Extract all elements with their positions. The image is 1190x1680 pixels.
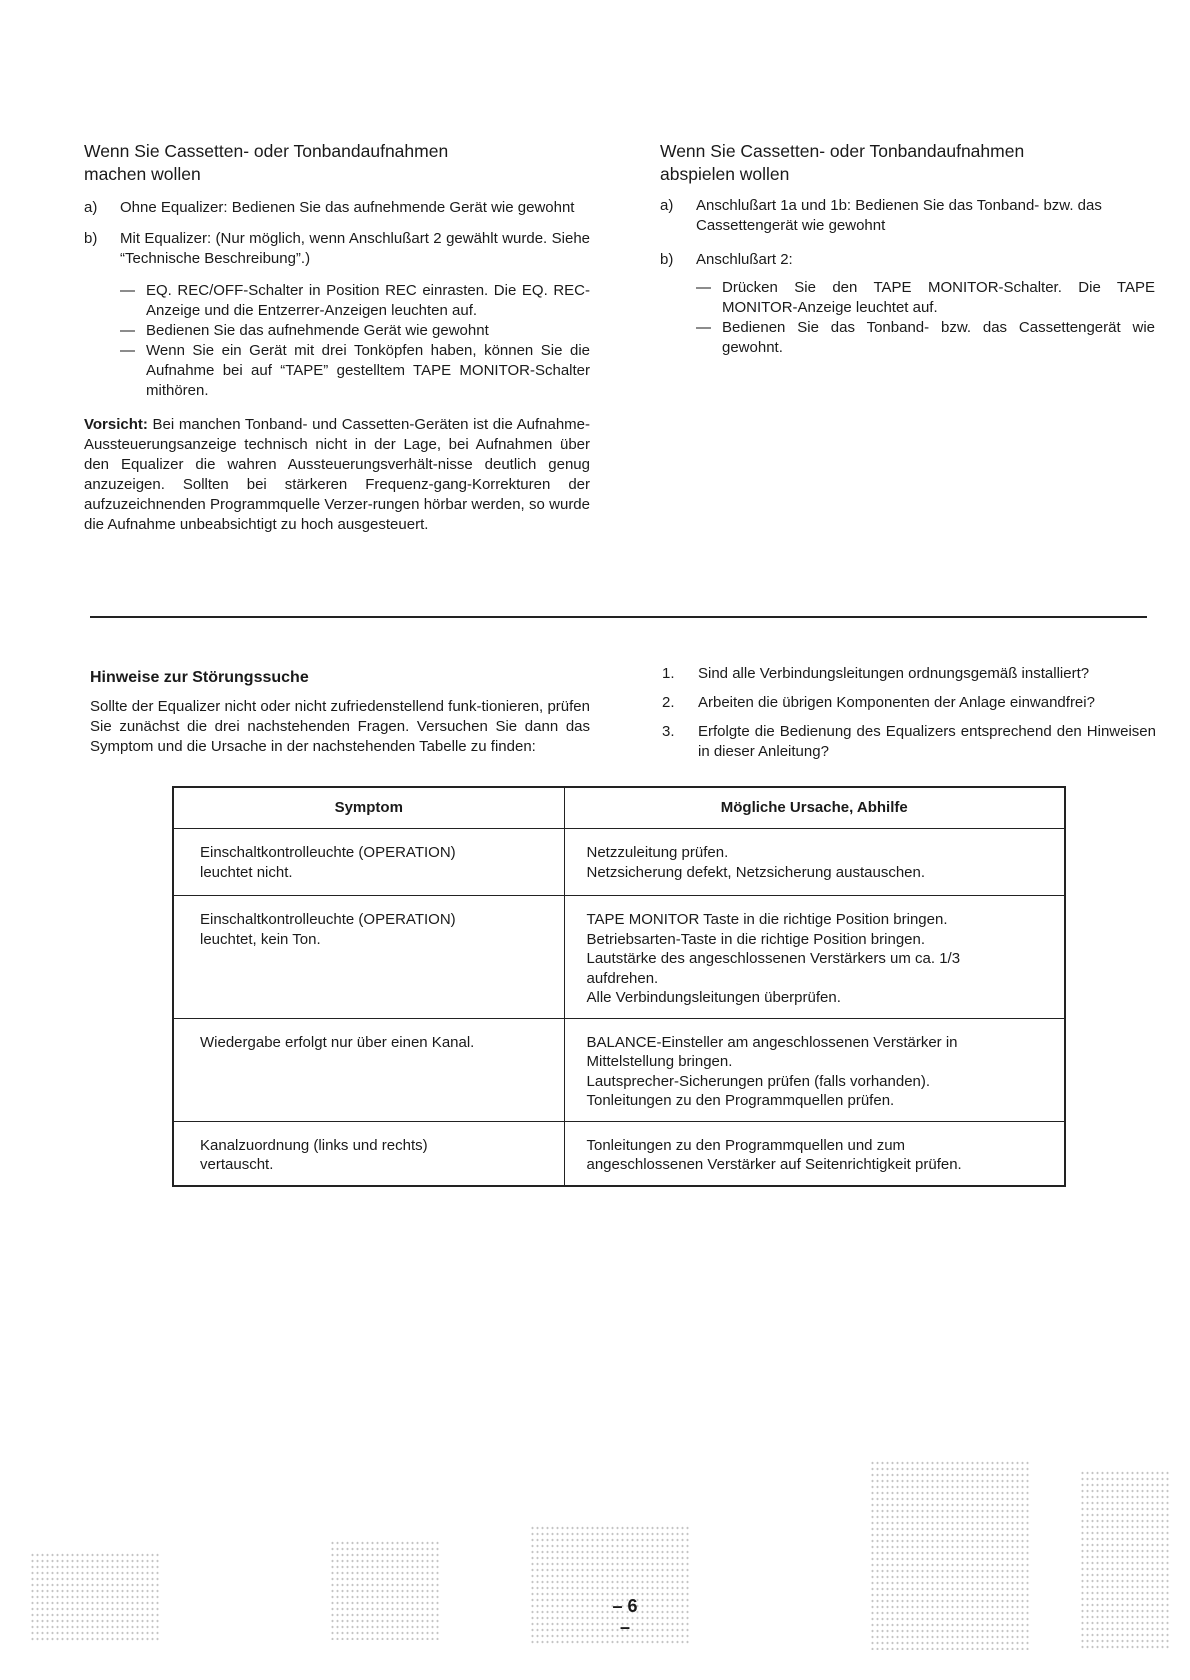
playback-item-b bbox=[660, 250, 1155, 270]
question-text: Arbeiten die übrigen Komponenten der Anlage einwandfrei? bbox=[698, 694, 1095, 711]
table-row bbox=[173, 896, 1065, 1019]
table-row bbox=[173, 1018, 1065, 1121]
remedy-line: Lautstärke des angeschlossenen Verstärkers um ca. 1/3 bbox=[586, 950, 961, 967]
remedy-line: Alle Verbindungsleitungen überprüfen. bbox=[586, 989, 841, 1006]
remedy-line: angeschlossenen Verstärker auf Seitenrichtigkeit prüfen. bbox=[586, 1156, 962, 1173]
symptom-line: leuchtet nicht. bbox=[200, 863, 293, 881]
item-label: b) bbox=[84, 230, 98, 247]
item-text: Mit Equalizer: (Nur möglich, wenn Anschlußart 2 gewählt wurde. Siehe “Technische Beschreibung”.) bbox=[120, 230, 590, 267]
recording-steps bbox=[120, 281, 590, 401]
symptom-cell bbox=[173, 896, 564, 1019]
symptom-line: vertauscht. bbox=[200, 1156, 274, 1173]
item-label: a) bbox=[84, 199, 98, 216]
symptom-line: Einschaltkontrolleuchte (OPERATION) bbox=[200, 844, 456, 861]
remedy-cell bbox=[564, 1121, 1065, 1186]
recording-section bbox=[84, 140, 590, 535]
page-number: – 6 – bbox=[612, 1596, 638, 1637]
playback-item-a bbox=[660, 196, 1155, 236]
scan-noise bbox=[1080, 1470, 1170, 1650]
troubleshooting-questions bbox=[662, 664, 1156, 762]
caution-label: Vorsicht: bbox=[84, 416, 148, 433]
remedy-line: BALANCE-Einsteller am angeschlossenen Verstärker in bbox=[586, 1033, 958, 1051]
table-row bbox=[173, 829, 1065, 896]
table-header-row bbox=[173, 787, 1065, 829]
symptom-header: Symptom bbox=[173, 787, 564, 829]
caution-note bbox=[84, 415, 590, 535]
remedy-header: Mögliche Ursache, Abhilfe bbox=[564, 787, 1065, 829]
step-text: Bedienen Sie das Tonband- bzw. das Cassettengerät wie gewohnt. bbox=[722, 319, 1155, 356]
recording-step: — Bedienen Sie das aufnehmende Gerät wie gewohnt bbox=[120, 322, 489, 339]
playback-heading bbox=[660, 140, 1155, 186]
question-text: Sind alle Verbindungsleitungen ordnungsgemäß installiert? bbox=[698, 665, 1090, 682]
symptom-line: Kanalzuordnung (links und rechts) bbox=[200, 1136, 428, 1154]
step-text: Wenn Sie ein Gerät mit drei Tonköpfen haben, können Sie die Aufnahme bei auf “TAPE” gestelltem TAPE MONITOR-Schalter mithören. bbox=[146, 342, 590, 399]
remedy-line: Tonleitungen zu den Programmquellen prüfen. bbox=[586, 1092, 895, 1109]
remedy-cell bbox=[564, 829, 1065, 896]
symptom-line: Einschaltkontrolleuchte (OPERATION) bbox=[200, 911, 456, 928]
playback-step: — Drücken Sie den TAPE MONITOR-Schalter. Die TAPE MONITOR-Anzeige leuchtet auf. bbox=[696, 279, 1155, 316]
caution-text: Bei manchen Tonband- und Cassetten-Geräten ist die Aufnahme-Aussteuerungsanzeige technisch nicht in der Lage, bei Aufnahmen über den Equalizer die wahren Aussteuerungsverhält-nisse deutlich genug anzuzeigen. Sollten bei stärkeren Frequenz-gang-Korrekturen der aufzuzeichnenden Programmquelle Verzer-rungen hörbar werden, so wurde die Aufnahme unbeabsichtigt zu hoch ausgesteuert. bbox=[84, 416, 590, 533]
troubleshooting-heading: Hinweise zur Störungssuche bbox=[90, 669, 309, 686]
remedy-line: TAPE MONITOR Taste in die richtige Position bringen. bbox=[586, 911, 948, 928]
section-divider bbox=[90, 616, 1147, 618]
item-text: Anschlußart 1a und 1b: Bedienen Sie das Tonband- bzw. das Cassettengerät wie gewohnt bbox=[696, 197, 1102, 234]
question-number: 3. bbox=[662, 723, 675, 740]
question-item bbox=[662, 722, 1156, 762]
step-text: Bedienen Sie das aufnehmende Gerät wie gewohnt bbox=[146, 322, 489, 339]
recording-step: — EQ. REC/OFF-Schalter in Position REC einrasten. Die EQ. REC-Anzeige und die Entzerrer-Anzeigen leuchten auf. bbox=[120, 282, 590, 319]
step-text: EQ. REC/OFF-Schalter in Position REC einrasten. Die EQ. REC-Anzeige und die Entzerrer-Anzeigen leuchten auf. bbox=[146, 282, 590, 319]
recording-heading-line2: machen wollen bbox=[84, 164, 201, 184]
step-text: Drücken Sie den TAPE MONITOR-Schalter. Die TAPE MONITOR-Anzeige leuchtet auf. bbox=[722, 279, 1155, 316]
symptom-line: Wiedergabe erfolgt nur über einen Kanal. bbox=[200, 1033, 475, 1051]
remedy-line: Tonleitungen zu den Programmquellen und zum bbox=[586, 1136, 906, 1154]
recording-heading-line1: Wenn Sie Cassetten- oder Tonbandaufnahmen bbox=[84, 141, 449, 161]
item-text: Anschlußart 2: bbox=[696, 251, 793, 268]
symptom-line: leuchtet, kein Ton. bbox=[200, 930, 321, 948]
troubleshooting-intro-text: Sollte der Equalizer nicht oder nicht zufriedenstellend funk-tionieren, prüfen Sie zunächst die drei nachstehenden Fragen. Versuchen Sie dann das Symptom und die Ursache in der nachstehenden Tabelle zu finden: bbox=[90, 698, 590, 755]
question-text: Erfolgte die Bedienung des Equalizers entsprechend den Hinweisen in dieser Anleitung? bbox=[698, 723, 1156, 760]
recording-heading bbox=[84, 140, 590, 186]
remedy-line: Mittelstellung bringen. bbox=[586, 1053, 733, 1070]
troubleshooting-table bbox=[172, 786, 1066, 1187]
recording-step: — Wenn Sie ein Gerät mit drei Tonköpfen haben, können Sie die Aufnahme bei auf “TAPE” gestelltem TAPE MONITOR-Schalter mithören. bbox=[120, 342, 590, 399]
table-row bbox=[173, 1121, 1065, 1186]
symptom-cell bbox=[173, 1121, 564, 1186]
question-item bbox=[662, 664, 1156, 684]
recording-item-a bbox=[84, 198, 590, 218]
remedy-line: Lautsprecher-Sicherungen prüfen (falls vorhanden). bbox=[586, 1072, 931, 1090]
troubleshooting-intro bbox=[90, 668, 590, 757]
remedy-line: Betriebsarten-Taste in die richtige Position bringen. bbox=[586, 930, 926, 948]
remedy-line: aufdrehen. bbox=[586, 969, 659, 987]
remedy-cell bbox=[564, 896, 1065, 1019]
playback-steps bbox=[696, 278, 1155, 358]
recording-item-b bbox=[84, 229, 590, 269]
scan-noise bbox=[30, 1552, 160, 1642]
playback-step: — Bedienen Sie das Tonband- bzw. das Cassettengerät wie gewohnt. bbox=[696, 319, 1155, 356]
item-text: Ohne Equalizer: Bedienen Sie das aufnehmende Gerät wie gewohnt bbox=[120, 199, 575, 216]
question-item bbox=[662, 693, 1156, 713]
remedy-cell bbox=[564, 1018, 1065, 1121]
symptom-cell bbox=[173, 829, 564, 896]
symptom-cell bbox=[173, 1018, 564, 1121]
item-label: a) bbox=[660, 197, 674, 214]
playback-section bbox=[660, 140, 1155, 358]
question-number: 1. bbox=[662, 665, 675, 682]
remedy-line: Netzzuleitung prüfen. bbox=[586, 844, 729, 861]
playback-heading-line1: Wenn Sie Cassetten- oder Tonbandaufnahmen bbox=[660, 141, 1025, 161]
playback-heading-line2: abspielen wollen bbox=[660, 164, 790, 184]
scan-noise bbox=[870, 1460, 1030, 1650]
question-number: 2. bbox=[662, 694, 675, 711]
item-label: b) bbox=[660, 251, 674, 268]
remedy-line: Netzsicherung defekt, Netzsicherung austauschen. bbox=[586, 863, 926, 881]
scan-noise bbox=[330, 1540, 440, 1640]
